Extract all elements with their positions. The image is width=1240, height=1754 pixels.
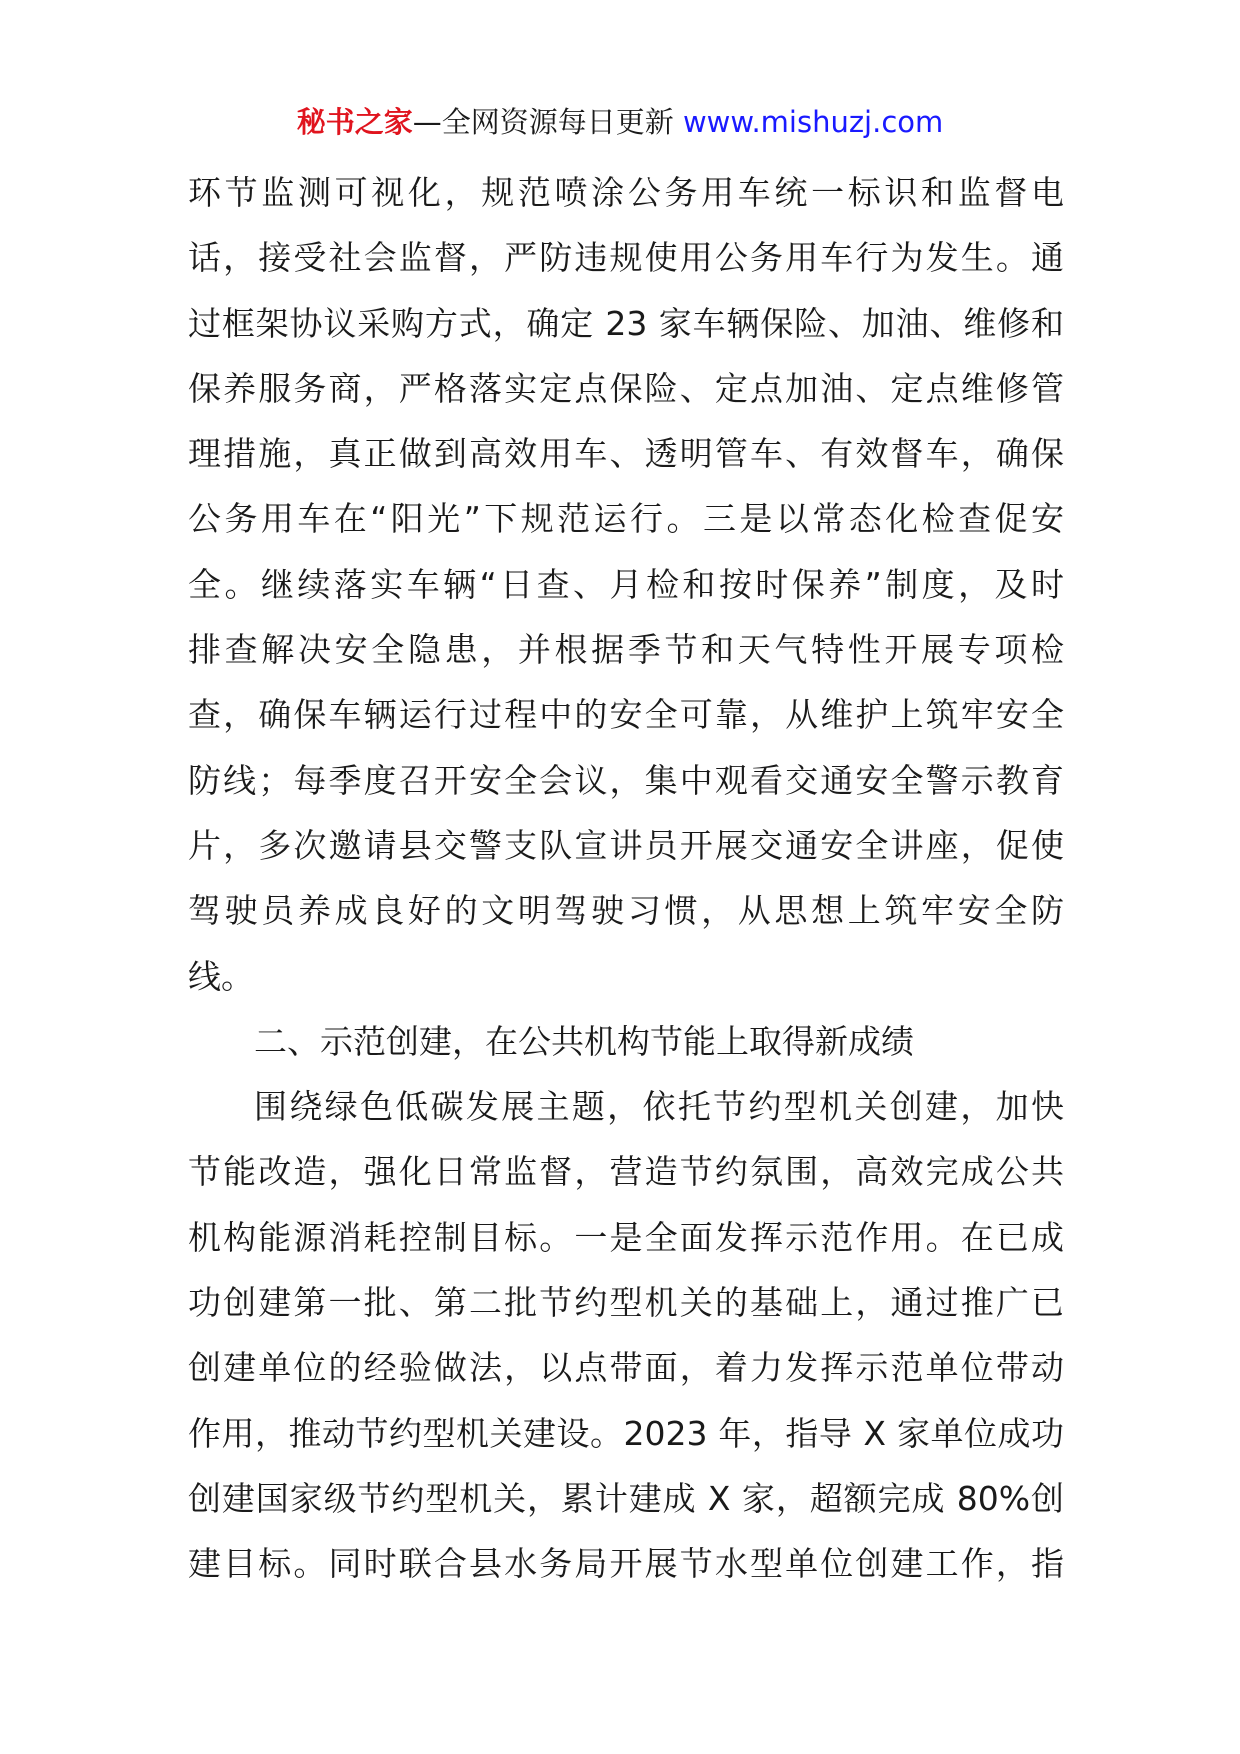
body-line: 片，多次邀请县交警支队宣讲员开展交通安全讲座，促使 — [188, 825, 1064, 865]
body-line: 机构能源消耗控制目标。一是全面发挥示范作用。在已成 — [188, 1217, 1064, 1257]
site-tagline: —全网资源每日更新 — [412, 105, 683, 139]
body-line: 围绕绿色低碳发展主题，依托节约型机关创建，加快 — [254, 1087, 1064, 1127]
body-line: 保养服务商，严格落实定点保险、定点加油、定点维修管 — [188, 368, 1064, 408]
body-line: 创建国家级节约型机关，累计建成 X 家，超额完成 80%创 — [188, 1478, 1064, 1518]
watermark-header — [0, 100, 1240, 144]
body-line: 全。继续落实车辆“日查、月检和按时保养”制度，及时 — [188, 564, 1064, 604]
document-body — [188, 160, 1064, 1597]
body-line: 公务用车在“阳光”下规范运行。三是以常态化检查促安 — [188, 499, 1064, 539]
body-line: 话，接受社会监督，严防违规使用公务用车行为发生。通 — [188, 238, 1064, 278]
body-line: 节能改造，强化日常监督，营造节约氛围，高效完成公共 — [188, 1152, 1064, 1192]
body-line: 防线；每季度召开安全会议，集中观看交通安全警示教育 — [188, 760, 1064, 800]
body-line: 功创建第一批、第二批节约型机关的基础上，通过推广已 — [188, 1283, 1064, 1323]
body-line: 作用，推动节约型机关建设。2023 年，指导 X 家单位成功 — [188, 1413, 1064, 1453]
body-line: 环节监测可视化，规范喷涂公务用车统一标识和监督电 — [188, 173, 1064, 212]
body-line: 建目标。同时联合县水务局开展节水型单位创建工作，指 — [188, 1544, 1064, 1584]
body-line: 查，确保车辆运行过程中的安全可靠，从维护上筑牢安全 — [188, 695, 1064, 735]
section-heading: 二、示范创建，在公共机构节能上取得新成绩 — [254, 1021, 914, 1061]
body-line: 创建单位的经验做法，以点带面，着力发挥示范单位带动 — [188, 1348, 1064, 1388]
body-line: 驾驶员养成良好的文明驾驶习惯，从思想上筑牢安全防 — [188, 891, 1064, 931]
body-line: 线。 — [188, 956, 254, 996]
site-brand: 秘书之家 — [296, 105, 413, 139]
body-line: 过框架协议采购方式，确定 23 家车辆保险、加油、维修和 — [188, 303, 1064, 343]
site-url: www.mishuzj.com — [682, 105, 944, 139]
body-line: 理措施，真正做到高效用车、透明管车、有效督车，确保 — [188, 434, 1064, 474]
body-line: 排查解决安全隐患，并根据季节和天气特性开展专项检 — [188, 630, 1064, 670]
